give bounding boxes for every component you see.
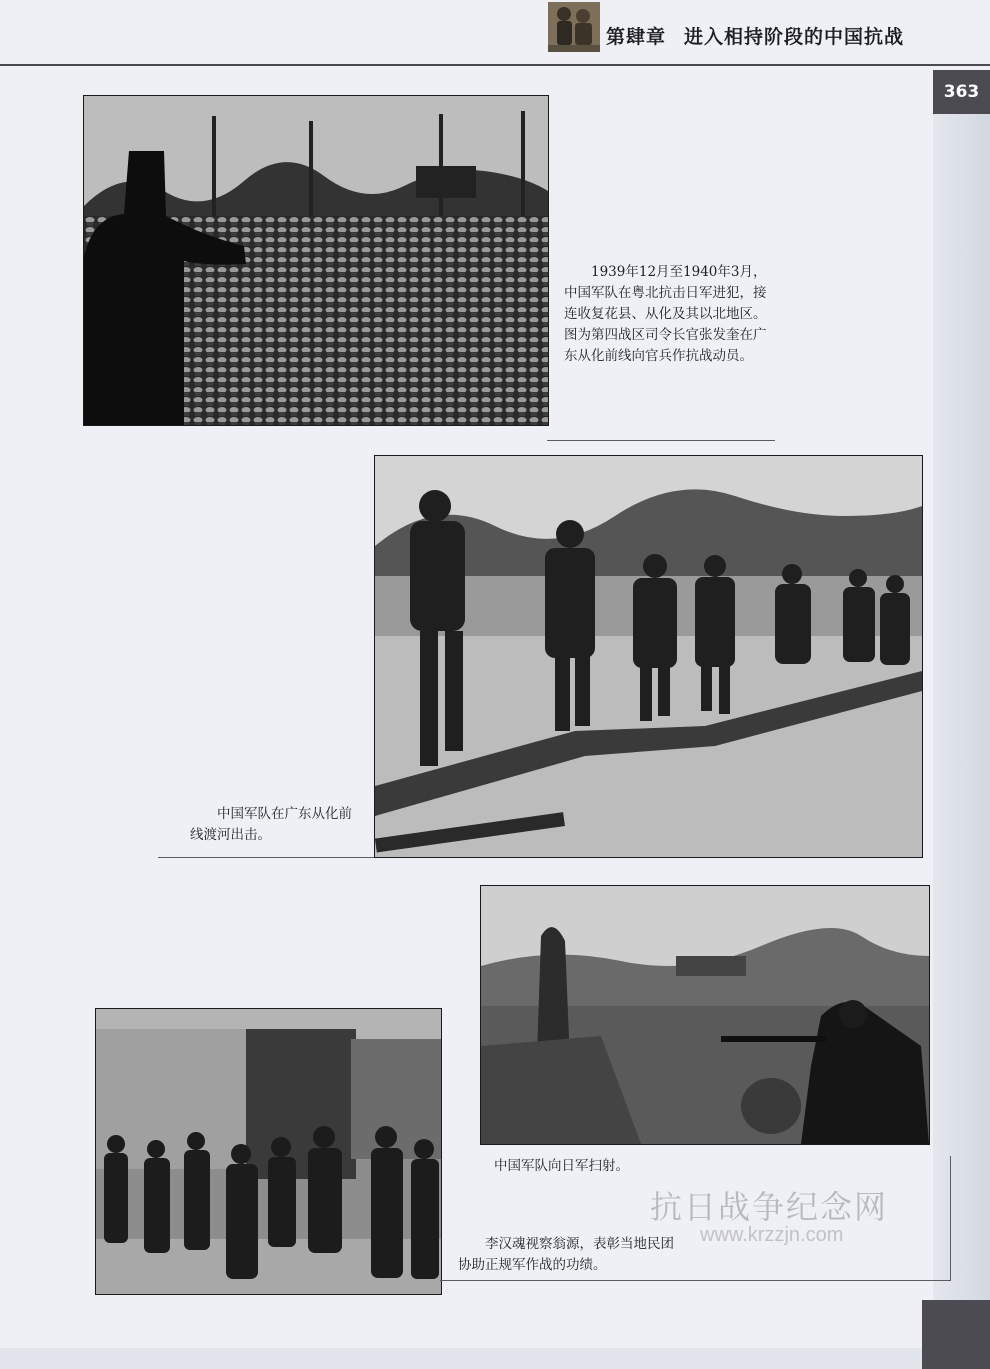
footer-strip (0, 1348, 922, 1369)
caption-rule-vertical (950, 1156, 951, 1281)
photo-machine-gun (480, 885, 930, 1145)
footer-tab (922, 1300, 990, 1369)
caption-rule-rally (547, 440, 775, 441)
photo-inspection (95, 1008, 442, 1295)
watermark-chinese: 抗日战争纪念网 (650, 1188, 889, 1226)
caption-rule-river-crossing (158, 857, 374, 858)
caption-rule-bottom (440, 1280, 950, 1281)
watermark-url: www.krzzjn.com (700, 1224, 844, 1246)
side-margin-band (933, 114, 990, 1354)
chapter-label: 第肆章 (606, 26, 667, 48)
photo-river-crossing (374, 455, 923, 858)
page-number: 363 (943, 82, 980, 102)
caption-river-crossing: 中国军队在广东从化前线渡河出击。 (190, 806, 352, 843)
caption-rally: 1939年12月至1940年3月，中国军队在粤北抗击日军进犯，接连收复花县、从化及其以北地区。图为第四战区司令长官张发奎在广东从化前线向官兵作抗战动员。 (564, 264, 767, 364)
photo-rally (83, 95, 549, 426)
soldiers-emblem-icon (548, 2, 600, 52)
chapter-heading (606, 22, 904, 49)
chapter-title: 进入相持阶段的中国抗战 (684, 26, 905, 48)
caption-machine-gun: 中国军队向日军扫射。 (494, 1158, 629, 1174)
page-number-tab (933, 70, 990, 114)
caption-inspection: 李汉魂视察翁源，表彰当地民团协助正规军作战的功绩。 (458, 1236, 674, 1273)
header-divider (0, 64, 990, 66)
